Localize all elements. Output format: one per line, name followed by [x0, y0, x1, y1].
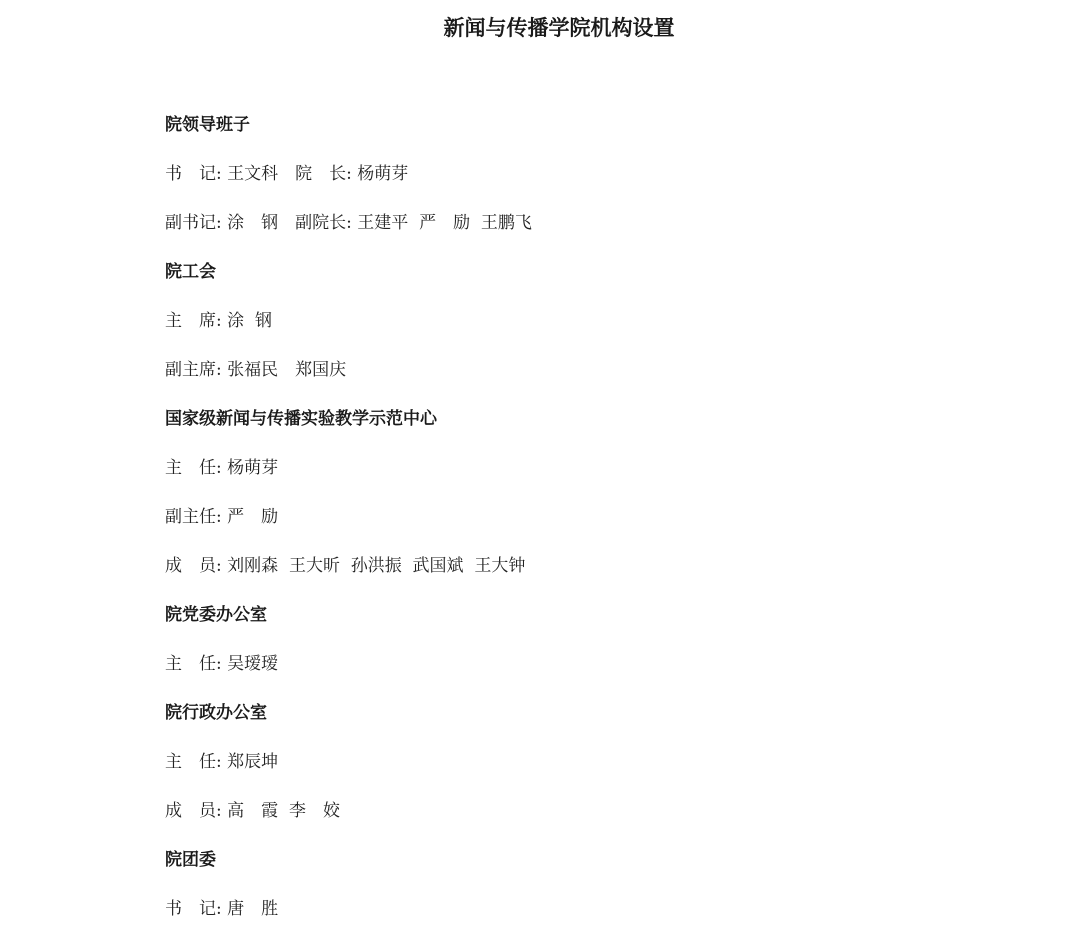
member-row: 主 任: 郑辰坤 — [165, 752, 279, 772]
member-row: 书 记: 王文科 院 长: 杨萌芽 — [165, 164, 409, 184]
section-heading: 院工会 — [165, 262, 216, 282]
member-row: 副主任: 严 励 — [165, 507, 279, 527]
member-row: 副书记: 涂 钢 副院长: 王建平 严 励 王鹏飞 — [165, 213, 532, 233]
org-content — [165, 113, 532, 946]
section-heading: 院行政办公室 — [165, 703, 267, 723]
section-leadership — [165, 113, 532, 260]
member-row: 成 员: 刘刚森 王大昕 孙洪振 武国斌 王大钟 — [165, 556, 526, 576]
section-youth-league — [165, 848, 532, 946]
member-row: 成 员: 高 霞 李 姣 — [165, 801, 340, 821]
member-row: 副主席: 张福民 郑国庆 — [165, 360, 347, 380]
member-row: 书 记: 唐 胜 — [165, 899, 279, 919]
section-admin-office — [165, 701, 532, 848]
section-heading: 院团委 — [165, 850, 216, 870]
section-heading: 国家级新闻与传播实验教学示范中心 — [165, 409, 437, 429]
member-row: 主 任: 杨萌芽 — [165, 458, 279, 478]
section-heading: 院党委办公室 — [165, 605, 267, 625]
section-heading: 院领导班子 — [165, 115, 250, 135]
section-party-office — [165, 603, 532, 701]
member-row: 主 席: 涂 钢 — [165, 311, 272, 331]
member-row: 主 任: 吴瑷瑷 — [165, 654, 279, 674]
page-title: 新闻与传播学院机构设置 — [443, 15, 675, 40]
section-experiment-center — [165, 407, 532, 603]
section-union — [165, 260, 532, 407]
